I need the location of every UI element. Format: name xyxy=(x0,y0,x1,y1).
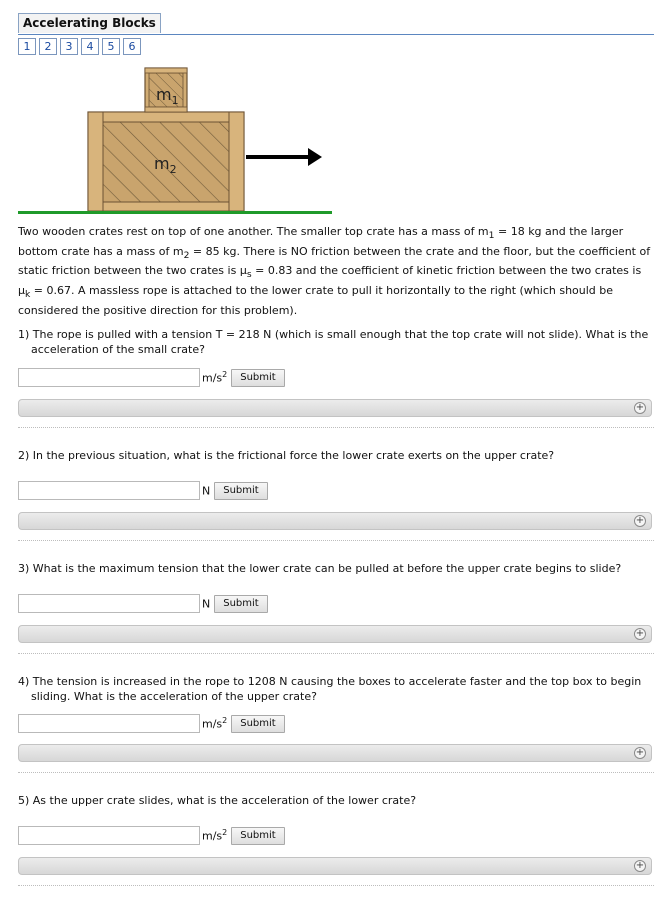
answer-input-4[interactable] xyxy=(18,714,200,733)
submit-button-2[interactable]: Submit xyxy=(214,482,267,500)
bottom-crate-label: $m_2$ xyxy=(154,154,177,176)
hint-bar-3[interactable] xyxy=(18,625,652,643)
question-divider xyxy=(18,653,654,654)
expand-plus-icon[interactable]: + xyxy=(635,402,645,413)
answer-row-3 xyxy=(18,594,268,613)
question-1 xyxy=(18,327,654,357)
question-divider xyxy=(18,772,654,773)
unit-label-5: $m/s^2$ xyxy=(202,828,228,843)
unit-label-2: N xyxy=(202,484,211,498)
question-divider xyxy=(18,540,654,541)
question-5-text: 5) As the upper crate slides, what is the acceleration of the lower crate? xyxy=(18,794,417,807)
floor-line xyxy=(18,211,332,214)
question-3-text: 3) What is the maximum tension that the lower crate can be pulled at before the upper crate begins to slide? xyxy=(18,562,622,575)
hint-bar-1[interactable] xyxy=(18,399,652,417)
submit-button-5[interactable]: Submit xyxy=(231,827,284,845)
unit-label-3: N xyxy=(202,597,211,611)
answer-row-2 xyxy=(18,481,268,500)
hint-bar-2[interactable] xyxy=(18,512,652,530)
crates-diagram xyxy=(18,60,338,221)
submit-button-4[interactable]: Submit xyxy=(231,715,284,733)
page-link-3[interactable]: 3 xyxy=(60,38,78,55)
answer-row-1 xyxy=(18,368,285,387)
question-4 xyxy=(18,674,654,704)
page-link-2[interactable]: 2 xyxy=(39,38,57,55)
question-divider xyxy=(18,885,654,886)
question-1-text: 1) The rope is pulled with a tension T = 218 N (which is small enough that the top crate will not slide). What is the acceleration of the small crate? xyxy=(18,328,649,356)
hint-bar-4[interactable] xyxy=(18,744,652,762)
pull-arrow-icon xyxy=(246,148,322,166)
page-title: Accelerating Blocks xyxy=(18,13,161,33)
page-link-1[interactable]: 1 xyxy=(18,38,36,55)
answer-input-5[interactable] xyxy=(18,826,200,845)
submit-button-1[interactable]: Submit xyxy=(231,369,284,387)
crates-diagram-svg xyxy=(18,60,338,218)
hint-bar-5[interactable] xyxy=(18,857,652,875)
unit-label-1: $m/s^2$ xyxy=(202,370,228,385)
unit-label-4: $m/s^2$ xyxy=(202,716,228,731)
problem-statement: Two wooden crates rest on top of one another. The smaller top crate has a mass of $m_1 = 18$ kg and the larger bottom crate has a mass of $m_2 = 85$ kg. There is NO friction between the crate and the floor, but the coefficient of static friction between the two crates is $\mu_s = 0.83$ and the coefficient of kinetic friction between the two crates is $\mu_k = 0.67$. A massless rope is attached to the lower crate to pull it horizontally to the right (which should be considered the positive direction for this problem). xyxy=(18,225,651,317)
question-divider xyxy=(18,427,654,428)
question-2 xyxy=(18,448,654,463)
title-divider xyxy=(18,34,654,35)
answer-input-1[interactable] xyxy=(18,368,200,387)
page-link-6[interactable]: 6 xyxy=(123,38,141,55)
page-link-4[interactable]: 4 xyxy=(81,38,99,55)
answer-input-3[interactable] xyxy=(18,594,200,613)
expand-plus-icon[interactable]: + xyxy=(635,515,645,526)
answer-input-2[interactable] xyxy=(18,481,200,500)
expand-plus-icon[interactable]: + xyxy=(635,628,645,639)
expand-plus-icon[interactable]: + xyxy=(635,860,645,871)
page-link-5[interactable]: 5 xyxy=(102,38,120,55)
answer-row-5 xyxy=(18,826,285,845)
question-2-text: 2) In the previous situation, what is the frictional force the lower crate exerts on the upper crate? xyxy=(18,449,555,462)
answer-row-4 xyxy=(18,714,285,733)
expand-plus-icon[interactable]: + xyxy=(635,747,645,758)
page-navigation xyxy=(18,38,144,55)
top-crate-label: $m_1$ xyxy=(156,85,179,107)
question-3 xyxy=(18,561,654,576)
submit-button-3[interactable]: Submit xyxy=(214,595,267,613)
question-4-text: 4) The tension is increased in the rope to 1208 N causing the boxes to accelerate faster and the top box to begin sliding. What is the acceleration of the upper crate? xyxy=(18,675,642,703)
question-5 xyxy=(18,793,654,808)
